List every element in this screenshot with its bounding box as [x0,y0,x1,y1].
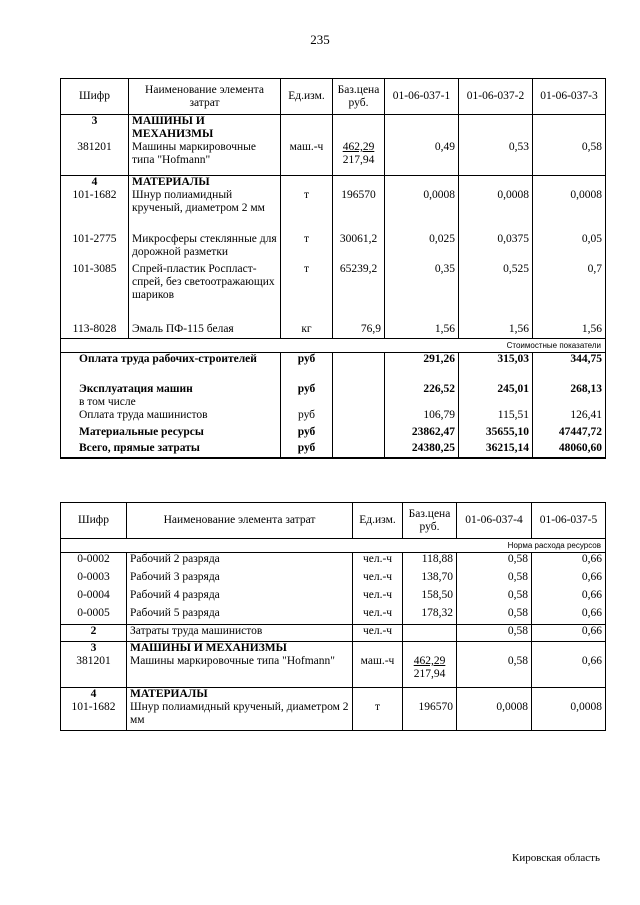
section-row-materials [61,687,606,701]
header-col-5: 01-06-037-5 [532,503,606,539]
section-row-materials [61,175,606,189]
resource-table-1 [60,78,606,459]
summary-row: Всего, прямые затраты руб 24380,25 36215,14 48060,60 [61,442,606,458]
table-row: 381201 Машины маркировочные типа "Hofmann" маш.-ч 462,29 217,94 0,49 0,53 0,58 [61,141,606,175]
table-header-row [61,79,606,115]
norm-note-row [61,539,606,553]
header-unit: Ед.изм. [353,503,403,539]
header-price: Баз.цена руб. [333,79,385,115]
section-code: 3 [61,642,127,656]
table-row: 101-1682 Шнур полиамидный крученый, диаметром 2 мм т 196570 0,0008 0,0008 0,0008 [61,189,606,233]
summary-row: Оплата труда машинистов руб 106,79 115,51 126,41 [61,409,606,426]
header-name: Наименование элемента затрат [129,79,281,115]
page-number: 235 [310,32,330,47]
header-col-1: 01-06-037-1 [385,79,459,115]
header-col-2: 01-06-037-2 [459,79,533,115]
section-code: 4 [61,687,127,701]
header-col-3: 01-06-037-3 [533,79,606,115]
table-row: 2 Затраты труда машинистов чел.-ч 0,58 0,66 [61,625,606,642]
summary-row: в том числе [61,396,606,409]
resource-table-2 [60,502,606,731]
footer-region: Кировская область [511,852,600,864]
section-row-machines [61,115,606,142]
section-row-machines [61,642,606,656]
header-col-4: 01-06-037-4 [457,503,532,539]
table-row: 101-2775 Микросферы стеклянные для дорожной разметки т 30061,2 0,025 0,0375 0,05 [61,233,606,263]
table-row: 0-0002 Рабочий 2 разряда чел.-ч 118,88 0,58 0,66 [61,553,606,571]
table-row: 381201 Машины маркировочные типа "Hofmann" маш.-ч 462,29 217,94 0,58 0,66 [61,655,606,687]
table-row: 101-1682 Шнур полиамидный крученый, диаметром 2 мм т 196570 0,0008 0,0008 [61,701,606,731]
table-row: 113-8028 Эмаль ПФ-115 белая кг 76,9 1,56 1,56 1,56 [61,323,606,339]
header-code: Шифр [61,79,129,115]
header-name: Наименование элемента затрат [127,503,353,539]
table-header-row [61,503,606,539]
table-row: 0-0003 Рабочий 3 разряда чел.-ч 138,70 0,58 0,66 [61,571,606,589]
cost-note: Стоимостные показатели [61,339,606,353]
header-unit: Ед.изм. [281,79,333,115]
section-code: 3 [61,115,129,142]
summary-row: Оплата труда рабочих-строителей руб 291,26 315,03 344,75 [61,353,606,383]
section-title: МАШИНЫ И МЕХАНИЗМЫ [129,115,281,142]
norm-note: Норма расхода ресурсов [61,539,606,553]
section-title: МАШИНЫ И МЕХАНИЗМЫ [127,642,353,656]
section-title: МАТЕРИАЛЫ [129,175,281,189]
table-row: 101-3085 Спрей-пластик Роспласт-спрей, без светоотражающих шариков т 65239,2 0,35 0,525 0,7 [61,263,606,323]
table-row: 0-0005 Рабочий 5 разряда чел.-ч 178,32 0,58 0,66 [61,607,606,625]
summary-row: Эксплуатация машин руб 226,52 245,01 268,13 [61,383,606,396]
cost-note-row [61,339,606,353]
section-code: 4 [61,175,129,189]
summary-row: Материальные ресурсы руб 23862,47 35655,10 47447,72 [61,426,606,442]
section-title: МАТЕРИАЛЫ [127,687,353,701]
header-price: Баз.цена руб. [403,503,457,539]
header-code: Шифр [61,503,127,539]
table-row: 0-0004 Рабочий 4 разряда чел.-ч 158,50 0,58 0,66 [61,589,606,607]
